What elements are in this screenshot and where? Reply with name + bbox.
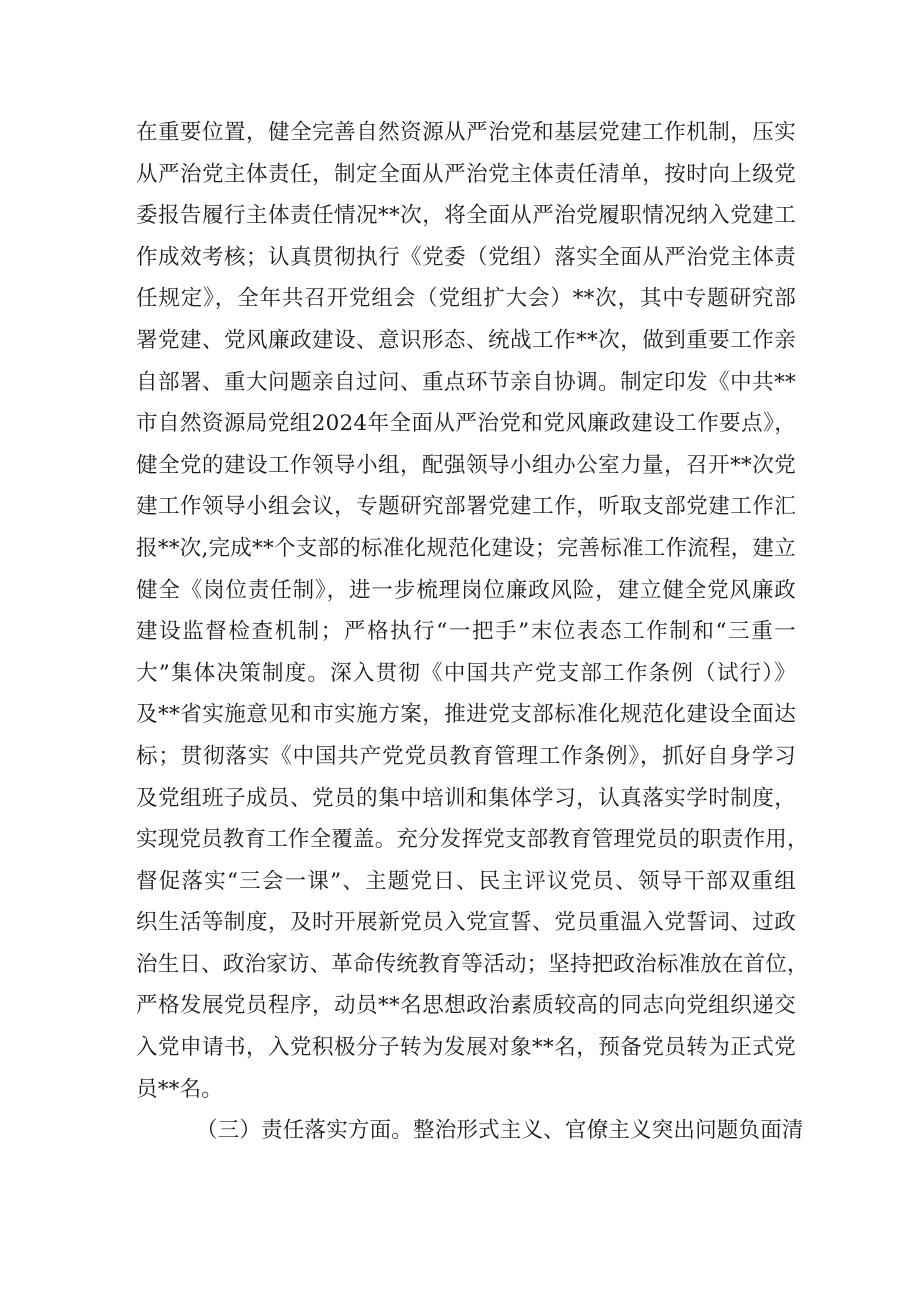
text-line: 委报告履行主体责任情况**次，将全面从严治党履职情况纳入党建工 [136,203,796,229]
text-line: 市自然资源局党组2024年全面从严治党和党风廉政建设工作要点》， [136,411,796,437]
text-line: 大”集体决策制度。深入贯彻《中国共产党支部工作条例（试行）》 [136,660,796,686]
text-line: 报**次,完成**个支部的标准化规范化建设；完善标准工作流程，建立 [136,535,796,561]
text-line: 督促落实“三会一课”、主题党日、民主评议党员、领导干部双重组 [136,868,796,894]
text-line: 作成效考核；认真贯彻执行《党委（党组）落实全面从严治党主体责 [136,244,796,270]
text-line: 治生日、政治家访、革命传统教育等活动；坚持把政治标准放在首位， [136,951,809,977]
text-line: 在重要位置，健全完善自然资源从严治党和基层党建工作机制，压实 [136,120,796,145]
text-line: 从严治党主体责任，制定全面从严治党主体责任清单，按时向上级党 [136,161,796,187]
text-line: 织生活等制度，及时开展新党员入党宣誓、党员重温入党誓词、过政 [136,910,796,936]
text-line: 标；贯彻落实《中国共产党党员教育管理工作条例》，抓好自身学习 [136,743,796,769]
text-line: 及党组班子成员、党员的集中培训和集体学习，认真落实学时制度， [136,785,796,811]
text-line: 自部署、重大问题亲自过问、重点环节亲自协调。制定印发《中共** [136,369,796,395]
text-line: 建设监督检查机制；严格执行“一把手”末位表态工作制和“三重一 [136,619,796,645]
text-line: 严格发展党员程序，动员**名思想政治素质较高的同志向党组织递交 [136,993,796,1019]
text-line: 任规定》，全年共召开党组会（党组扩大会）**次，其中专题研究部 [136,286,796,312]
text-line: 建工作领导小组会议，专题研究部署党建工作，听取支部党建工作汇 [136,494,796,520]
text-line: 署党建、党风廉政建设、意识形态、统战工作**次，做到重要工作亲 [136,327,796,353]
paragraph-party-building [136,112,809,1110]
section-heading-line: （三）责任落实方面。整治形式主义、官僚主义突出问题负面清 [196,1118,804,1144]
paragraph-responsibility [136,1110,804,1152]
text-line: 入党申请书，入党积极分子转为发展对象**名，预备党员转为正式党 [136,1035,796,1061]
text-line: 员**名。 [136,1076,224,1102]
text-line: 实现党员教育工作全覆盖。充分发挥党支部教育管理党员的职责作用， [136,827,809,853]
text-line: 及**省实施意见和市实施方案，推进党支部标准化规范化建设全面达 [136,702,796,728]
text-line: 健全党的建设工作领导小组，配强领导小组办公室力量，召开**次党 [136,452,796,478]
text-line: 健全《岗位责任制》，进一步梳理岗位廉政风险，建立健全党风廉政 [136,577,796,603]
document-body [136,112,809,1152]
